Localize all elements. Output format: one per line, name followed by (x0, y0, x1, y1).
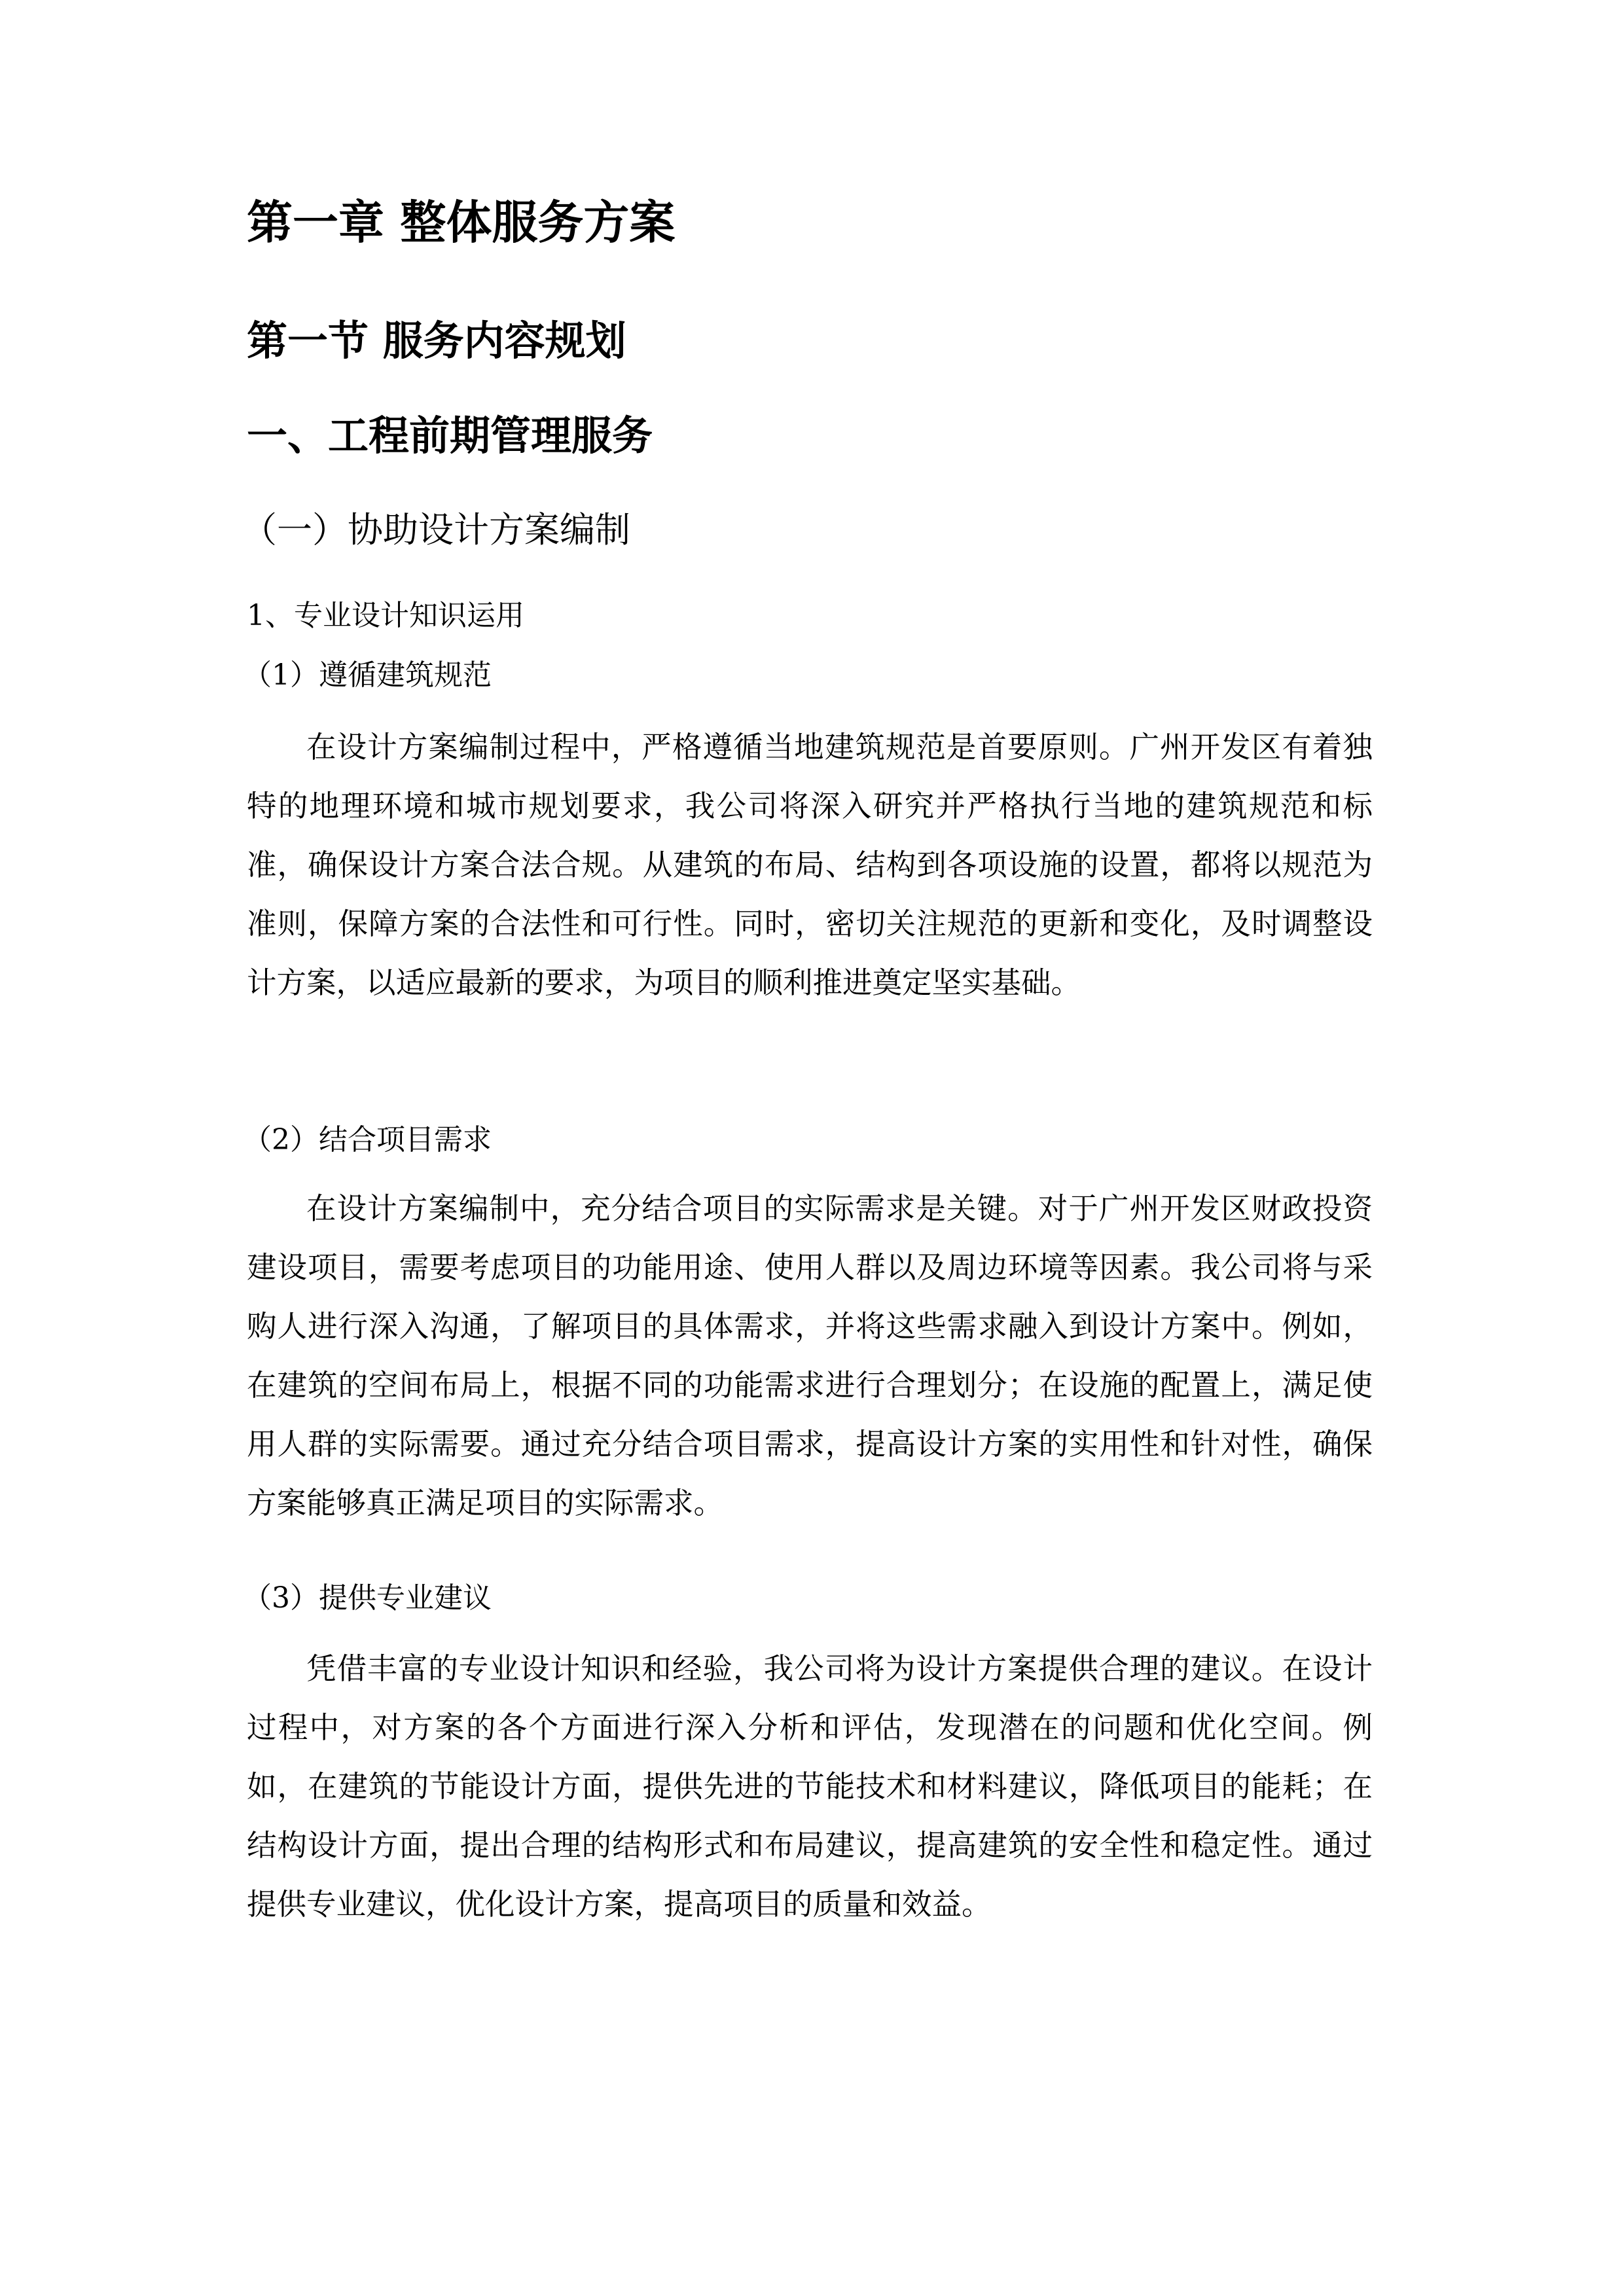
subsection-title: 一、工程前期管理服务 (247, 412, 653, 459)
item-heading-3: （3）提供专业建议 (243, 1581, 492, 1615)
document-body (242, 196, 1373, 1922)
paragraph-3: 凭借丰富的专业设计知识和经验，我公司将为设计方案提供合理的建议。在设计过程中，对方案的各个方面进行深入分析和评估，发现潜在的问题和优化空间。例如，在建筑的节能设计方面，提供先进的节能技术和材料建议，降低项目的能耗；在结构设计方面，提出合理的结构形式和布局建议，提高建筑的安全性和稳定性。通过提供专业建议，优化设计方案，提高项目的质量和效益。 (247, 1651, 1373, 1922)
point-heading: 1、专业设计知识运用 (247, 599, 524, 632)
item-heading-1: （1）遵循建筑规范 (243, 658, 492, 692)
item-heading-2: （2）结合项目需求 (243, 1123, 492, 1157)
sub-heading: （一）协助设计方案编制 (242, 509, 630, 550)
section-title: 第一节 服务内容规划 (247, 317, 626, 365)
chapter-title: 第一章 整体服务方案 (247, 196, 676, 249)
paragraph-1: 在设计方案编制过程中，严格遵循当地建筑规范是首要原则。广州开发区有着独特的地理环境和城市规划要求，我公司将深入研究并严格执行当地的建筑规范和标准，确保设计方案合法合规。从建筑的布局、结构到各项设施的设置，都将以规范为准则，保障方案的合法性和可行性。同时，密切关注规范的更新和变化，及时调整设计方案，以适应最新的要求，为项目的顺利推进奠定坚实基础。 (247, 730, 1373, 1000)
paragraph-2: 在设计方案编制中，充分结合项目的实际需求是关键。对于广州开发区财政投资建设项目，需要考虑项目的功能用途、使用人群以及周边环境等因素。我公司将与采购人进行深入沟通，了解项目的具体需求，并将这些需求融入到设计方案中。例如，在建筑的空间布局上，根据不同的功能需求进行合理划分；在设施的配置上，满足使用人群的实际需要。通过充分结合项目需求，提高设计方案的实用性和针对性，确保方案能够真正满足项目的实际需求。 (247, 1191, 1373, 1520)
